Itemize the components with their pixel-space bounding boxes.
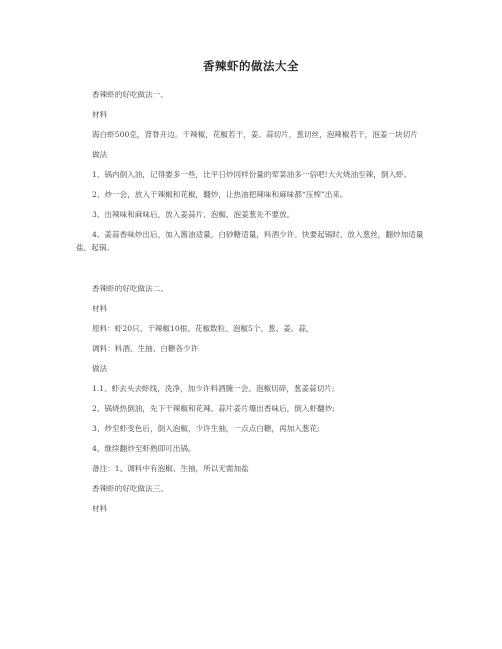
paragraph: 材料 (92, 504, 108, 513)
paragraph: 材料 (92, 110, 108, 119)
document-body (76, 88, 426, 522)
paragraph: 4、姜蒜香味炒出后，加入酱油适量，白砂糖适量，料酒少许。快要起锅时，放入葱丝，翻炒加适量盐，起锅。 (76, 230, 424, 252)
paragraph: 备注：1、调料中有泡椒、生抽，所以无需加盐 (92, 464, 249, 473)
section-heading: 香辣虾的好吃做法二、 (92, 284, 168, 293)
paragraph: 1.1、虾去头去虾线，洗净，加少许料酒腌一会。泡椒切碎，葱姜蒜切片; (92, 384, 335, 393)
paragraph: 原料：虾20只、干辣椒10根、花椒数粒、泡椒5个、葱、姜、蒜， (92, 324, 314, 333)
paragraph: 2、炒一会，放入干辣椒和花椒，翻炒，让热油把辣味和麻味都“压榨”出来。 (92, 190, 348, 199)
paragraph: 4、继续翻炒至虾熟即可出锅。 (92, 444, 196, 453)
paragraph: 做法 (92, 150, 108, 159)
paragraph: 3、出辣味和麻味后，放入姜蒜片、泡椒、泡姜葱先不要放。 (92, 210, 295, 219)
document-title: 香辣虾的做法大全 (203, 59, 299, 73)
section-heading: 香辣虾的好吃做法三、 (92, 484, 168, 493)
paragraph: 2、锅烧热倒油，先下干辣椒和花辣、蒜片姜片爆出香味后，倒入虾翻炒; (92, 404, 335, 413)
paragraph: 做法 (92, 364, 108, 373)
paragraph: 调料：料酒、生抽、白糖各少许 (92, 344, 199, 353)
paragraph: 3、炒至虾变色后，倒入泡椒，少许生抽，一点点白糖，再加入葱花; (92, 424, 320, 433)
section-heading: 香辣虾的好吃做法一、 (92, 90, 168, 99)
paragraph: 材料 (92, 304, 108, 313)
paragraph: 1、锅内倒入油，记得要多一些，比平日炒同样份量的荤菜油多一倍吧!大火烧油至辣，倒入虾。 (92, 170, 412, 179)
paragraph: 海白虾500克，背脊开边。干辣椒，花椒若干，姜、蒜切片，葱切丝，泡辣椒若干，泡姜一块切片 (92, 130, 418, 139)
